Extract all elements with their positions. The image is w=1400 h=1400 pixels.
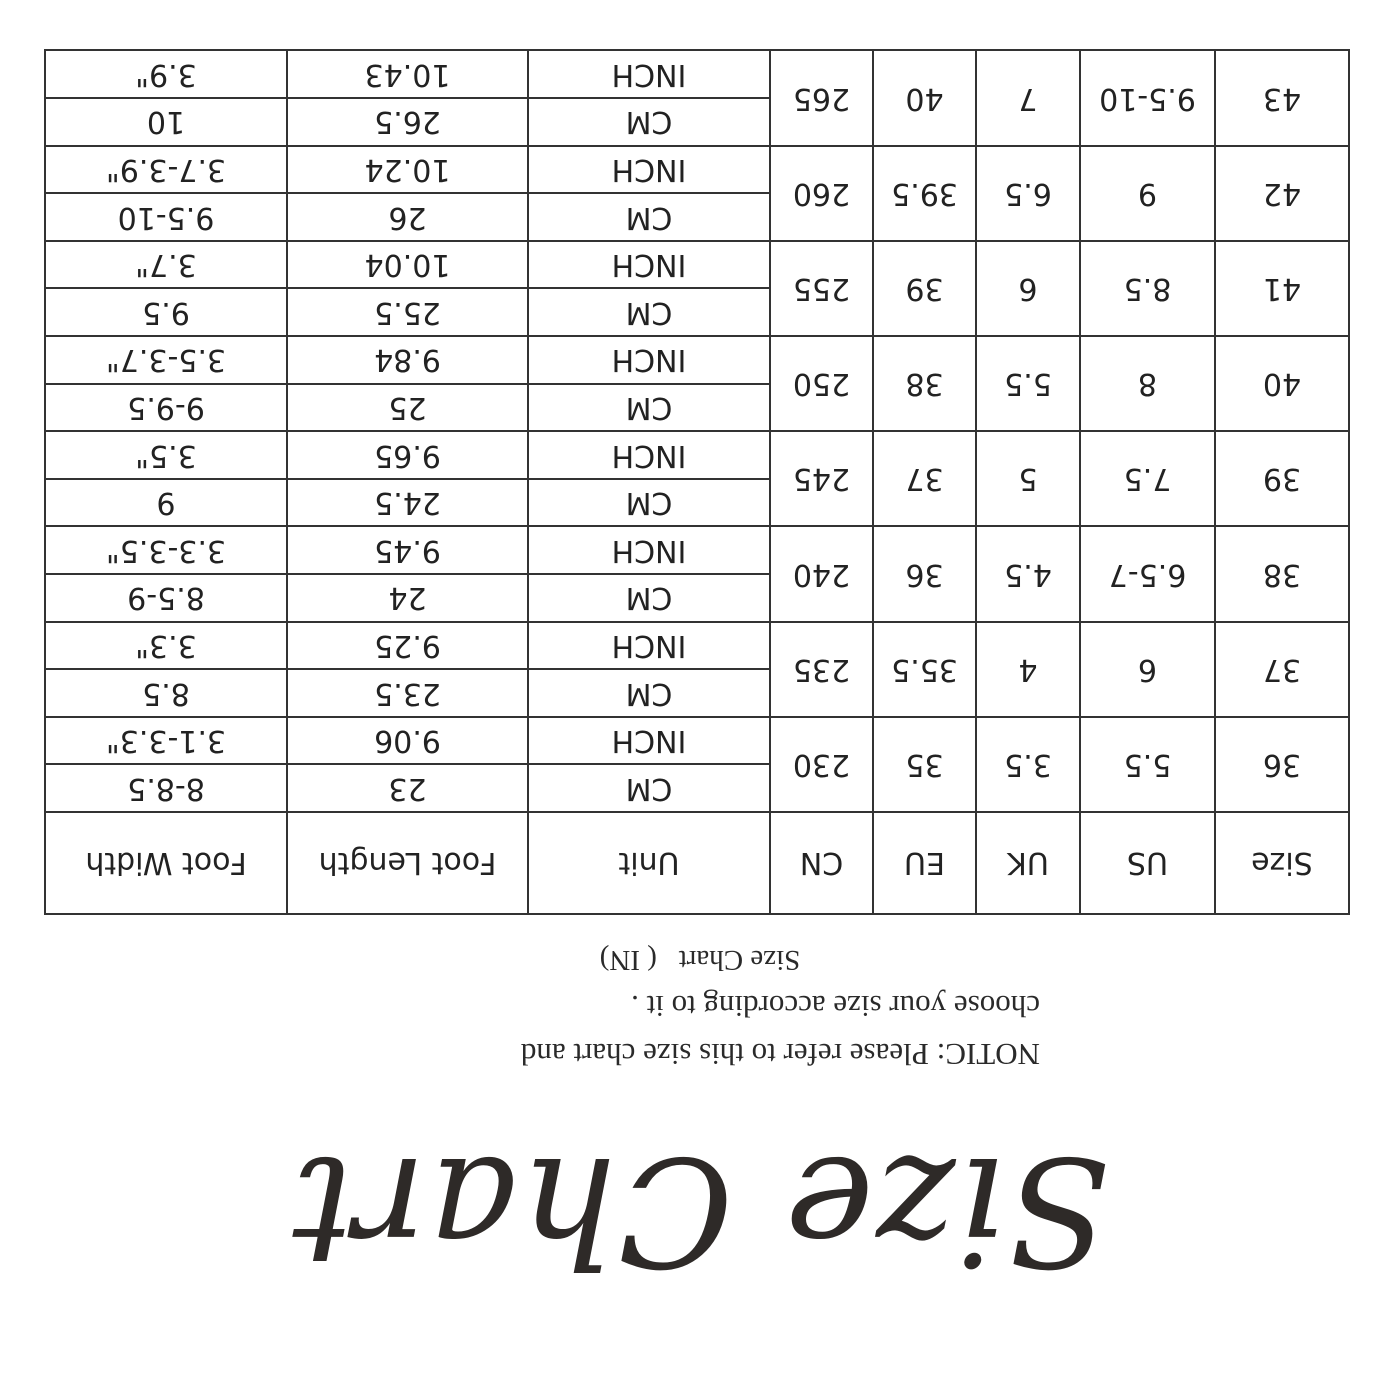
cell-cm-length: 26 [287,193,528,241]
cell-inch-unit: INCH [528,717,770,765]
cell-inch-width: 3.5-3.7" [45,336,287,384]
cell-us: 8 [1080,336,1215,431]
cell-cm-length: 25 [287,384,528,432]
cell-inch-width: 3.3" [45,622,287,670]
cell-cn: 235 [770,622,873,717]
cell-eu: 39 [873,241,976,336]
cell-cn: 250 [770,336,873,431]
chart-subtitle: Size Chart ( IN) [599,944,801,976]
cell-inch-length: 9.25 [287,622,528,670]
cell-inch-length: 10.04 [287,241,528,289]
cell-us: 6 [1080,622,1215,717]
cell-cm-width: 10 [45,98,287,146]
cell-cm-length: 25.5 [287,288,528,336]
cell-cm-width: 9-9.5 [45,384,287,432]
cell-uk: 7 [976,51,1080,146]
cell-cm-unit: CM [528,574,770,622]
cell-cn: 230 [770,717,873,812]
table-row [45,98,1349,146]
cell-inch-length: 10.24 [287,146,528,194]
cell-cm-width: 9.5 [45,288,287,336]
cell-size: 36 [1215,717,1349,812]
cell-uk: 6.5 [976,146,1080,241]
cell-size: 37 [1215,622,1349,717]
cell-size: 39 [1215,431,1349,526]
table-row [45,288,1349,336]
size-table [44,50,1350,916]
cell-cm-unit: CM [528,669,770,717]
cell-inch-length: 9.45 [287,526,528,574]
cell-eu: 36 [873,526,976,621]
page-title: Size Chart [290,1123,1110,1297]
cell-cm-unit: CM [528,384,770,432]
table-body [45,51,1349,813]
notice-text [340,982,1040,1078]
cell-uk: 4 [976,622,1080,717]
cell-cm-length: 24.5 [287,479,528,527]
cell-cn: 240 [770,526,873,621]
cell-uk: 3.5 [976,717,1080,812]
cell-eu: 35.5 [873,622,976,717]
cell-size: 38 [1215,526,1349,621]
cell-inch-length: 9.65 [287,431,528,479]
cell-cm-unit: CM [528,98,770,146]
cell-uk: 5.5 [976,336,1080,431]
cell-inch-width: 3.3-3.5" [45,526,287,574]
cell-inch-length: 9.06 [287,717,528,765]
cell-inch-unit: INCH [528,622,770,670]
cell-cn: 260 [770,146,873,241]
cell-eu: 38 [873,336,976,431]
header-size: Size [1215,812,1349,914]
cell-uk: 5 [976,431,1080,526]
header-uk: UK [976,812,1080,914]
cell-us: 8.5 [1080,241,1215,336]
cell-eu: 40 [873,51,976,146]
table-row [45,479,1349,527]
cell-cm-width: 8-8.5 [45,764,287,812]
cell-cm-unit: CM [528,193,770,241]
notice-line-1: NOTIC: Please refer to this size chart and [520,1037,1040,1072]
cell-inch-length: 10.43 [287,51,528,99]
cell-eu: 37 [873,431,976,526]
cell-inch-width: 3.7-3.9" [45,146,287,194]
cell-eu: 35 [873,717,976,812]
cell-eu: 39.5 [873,146,976,241]
cell-cm-unit: CM [528,479,770,527]
cell-cm-unit: CM [528,288,770,336]
cell-cn: 255 [770,241,873,336]
cell-size: 41 [1215,241,1349,336]
cell-size: 40 [1215,336,1349,431]
header-us: US [1080,812,1215,914]
notice-line-2: choose your size according to it . [631,989,1040,1024]
table-row [45,384,1349,432]
cell-uk: 4.5 [976,526,1080,621]
header-cn: CN [770,812,873,914]
table-row [45,574,1349,622]
cell-us: 9 [1080,146,1215,241]
cell-us: 5.5 [1080,717,1215,812]
cell-cm-length: 26.5 [287,98,528,146]
header-row [45,812,1349,914]
cell-size: 42 [1215,146,1349,241]
cell-inch-width: 3.9" [45,51,287,99]
cell-cn: 245 [770,431,873,526]
header-eu: EU [873,812,976,914]
cell-uk: 6 [976,241,1080,336]
cell-inch-length: 9.84 [287,336,528,384]
cell-cm-unit: CM [528,764,770,812]
cell-us: 7.5 [1080,431,1215,526]
cell-cm-width: 8.5 [45,669,287,717]
cell-cm-length: 24 [287,574,528,622]
header-unit: Unit [528,812,770,914]
cell-inch-unit: INCH [528,241,770,289]
cell-cm-width: 9 [45,479,287,527]
cell-inch-unit: INCH [528,431,770,479]
cell-inch-width: 3.5" [45,431,287,479]
table-row [45,764,1349,812]
table-row [45,669,1349,717]
cell-cm-width: 8.5-9 [45,574,287,622]
cell-cm-length: 23 [287,764,528,812]
cell-cm-width: 9.5-10 [45,193,287,241]
cell-size: 43 [1215,51,1349,146]
cell-inch-width: 3.7" [45,241,287,289]
header-foot-width: Foot Width [45,812,287,914]
cell-cn: 265 [770,51,873,146]
cell-inch-unit: INCH [528,51,770,99]
cell-cm-length: 23.5 [287,669,528,717]
header-foot-length: Foot Length [287,812,528,914]
cell-inch-unit: INCH [528,146,770,194]
cell-us: 6.5-7 [1080,526,1215,621]
table-row [45,193,1349,241]
cell-inch-unit: INCH [528,336,770,384]
cell-inch-unit: INCH [528,526,770,574]
cell-inch-width: 3.1-3.3" [45,717,287,765]
cell-us: 9.5-10 [1080,51,1215,146]
